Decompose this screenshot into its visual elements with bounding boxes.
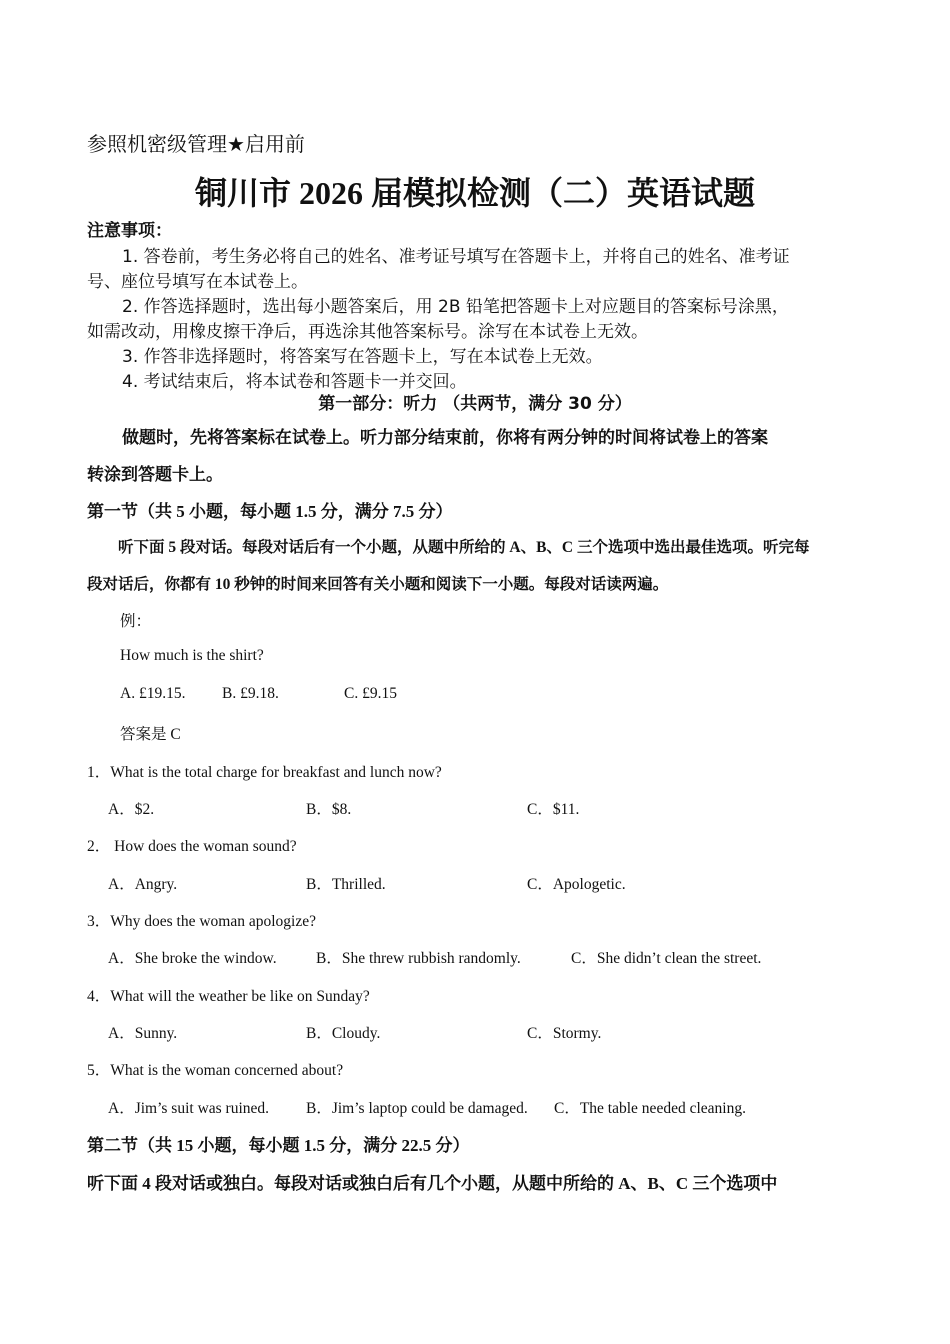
question-3-option-a: A．She broke the window.: [108, 950, 277, 967]
notice-heading: 注意事项：: [87, 221, 172, 241]
example-question: How much is the shirt?: [120, 647, 264, 664]
question-2-option-a: A．Angry.: [108, 876, 178, 893]
question-5-option-b: B．Jim’s laptop could be damaged.: [306, 1100, 528, 1117]
question-3-option-c: C．She didn’t clean the street.: [571, 950, 762, 967]
example-label: 例：: [120, 613, 152, 630]
question-2-option-c: C．Apologetic.: [527, 876, 626, 893]
notice-item-1-line-2: 号、座位号填写在本试卷上。: [87, 272, 308, 292]
exam-title: 铜川市 2026 届模拟检测（二）英语试题: [194, 175, 755, 211]
notice-item-4: 4. 考试结束后，将本试卷和答题卡一并交回。: [122, 372, 467, 392]
question-4-stem: 4．What will the weather be like on Sunday?: [87, 988, 370, 1005]
question-3-stem: 3．Why does the woman apologize?: [87, 913, 316, 930]
question-2-option-b: B．Thrilled.: [306, 876, 386, 893]
question-1-option-b: B．$8.: [306, 801, 352, 818]
confidentiality-label: 参照机密级管理★启用前: [87, 132, 305, 156]
question-2-stem: 2． How does the woman sound?: [87, 838, 297, 855]
example-answer: 答案是 C: [120, 726, 181, 743]
section2-instruction-line-1: 听下面 4 段对话或独白。每段对话或独白后有几个小题，从题中所给的 A、B、C 三个选项中: [87, 1174, 778, 1193]
section1-heading: 第一节（共 5 小题，每小题 1.5 分，满分 7.5 分）: [87, 502, 453, 521]
example-option-a: A. £19.15.: [120, 685, 186, 702]
part1-heading: 第一部分：听力 （共两节，满分 30 分）: [318, 394, 632, 414]
notice-item-3: 3. 作答非选择题时，将答案写在答题卡上，写在本试卷上无效。: [122, 347, 603, 367]
section1-instruction-line-1: 听下面 5 段对话。每段对话后有一个小题，从题中所给的 A、B、C 三个选项中选出最佳选项。听完每: [118, 539, 810, 556]
example-option-b: B. £9.18.: [222, 685, 279, 702]
part1-intro-line-1: 做题时，先将答案标在试卷上。听力部分结束前，你将有两分钟的时间将试卷上的答案: [122, 428, 768, 448]
notice-item-2-line-1: 2. 作答选择题时，选出每小题答案后，用 2B 铅笔把答题卡上对应题目的答案标号涂黑，: [122, 297, 789, 317]
question-5-option-a: A．Jim’s suit was ruined.: [108, 1100, 270, 1117]
notice-item-1-line-1: 1. 答卷前，考生务必将自己的姓名、准考证号填写在答题卡上，并将自己的姓名、准考证: [122, 247, 790, 267]
question-1-option-c: C．$11.: [527, 801, 580, 818]
section2-heading: 第二节（共 15 小题，每小题 1.5 分，满分 22.5 分）: [87, 1136, 470, 1155]
notice-item-2-line-2: 如需改动，用橡皮擦干净后，再选涂其他答案标号。涂写在本试卷上无效。: [87, 322, 648, 342]
part1-intro-line-2: 转涂到答题卡上。: [87, 465, 223, 485]
section1-instruction-line-2: 段对话后，你都有 10 秒钟的时间来回答有关小题和阅读下一小题。每段对话读两遍。: [87, 576, 669, 593]
example-option-c: C. £9.15: [344, 685, 397, 702]
question-4-option-a: A．Sunny.: [108, 1025, 178, 1042]
question-5-stem: 5．What is the woman concerned about?: [87, 1062, 344, 1079]
question-1-stem: 1．What is the total charge for breakfast and lunch now?: [87, 764, 442, 781]
question-1-option-a: A．$2.: [108, 801, 155, 818]
question-4-option-b: B．Cloudy.: [306, 1025, 381, 1042]
question-5-option-c: C．The table needed cleaning.: [554, 1100, 746, 1117]
question-4-option-c: C．Stormy.: [527, 1025, 602, 1042]
question-3-option-b: B．She threw rubbish randomly.: [316, 950, 521, 967]
